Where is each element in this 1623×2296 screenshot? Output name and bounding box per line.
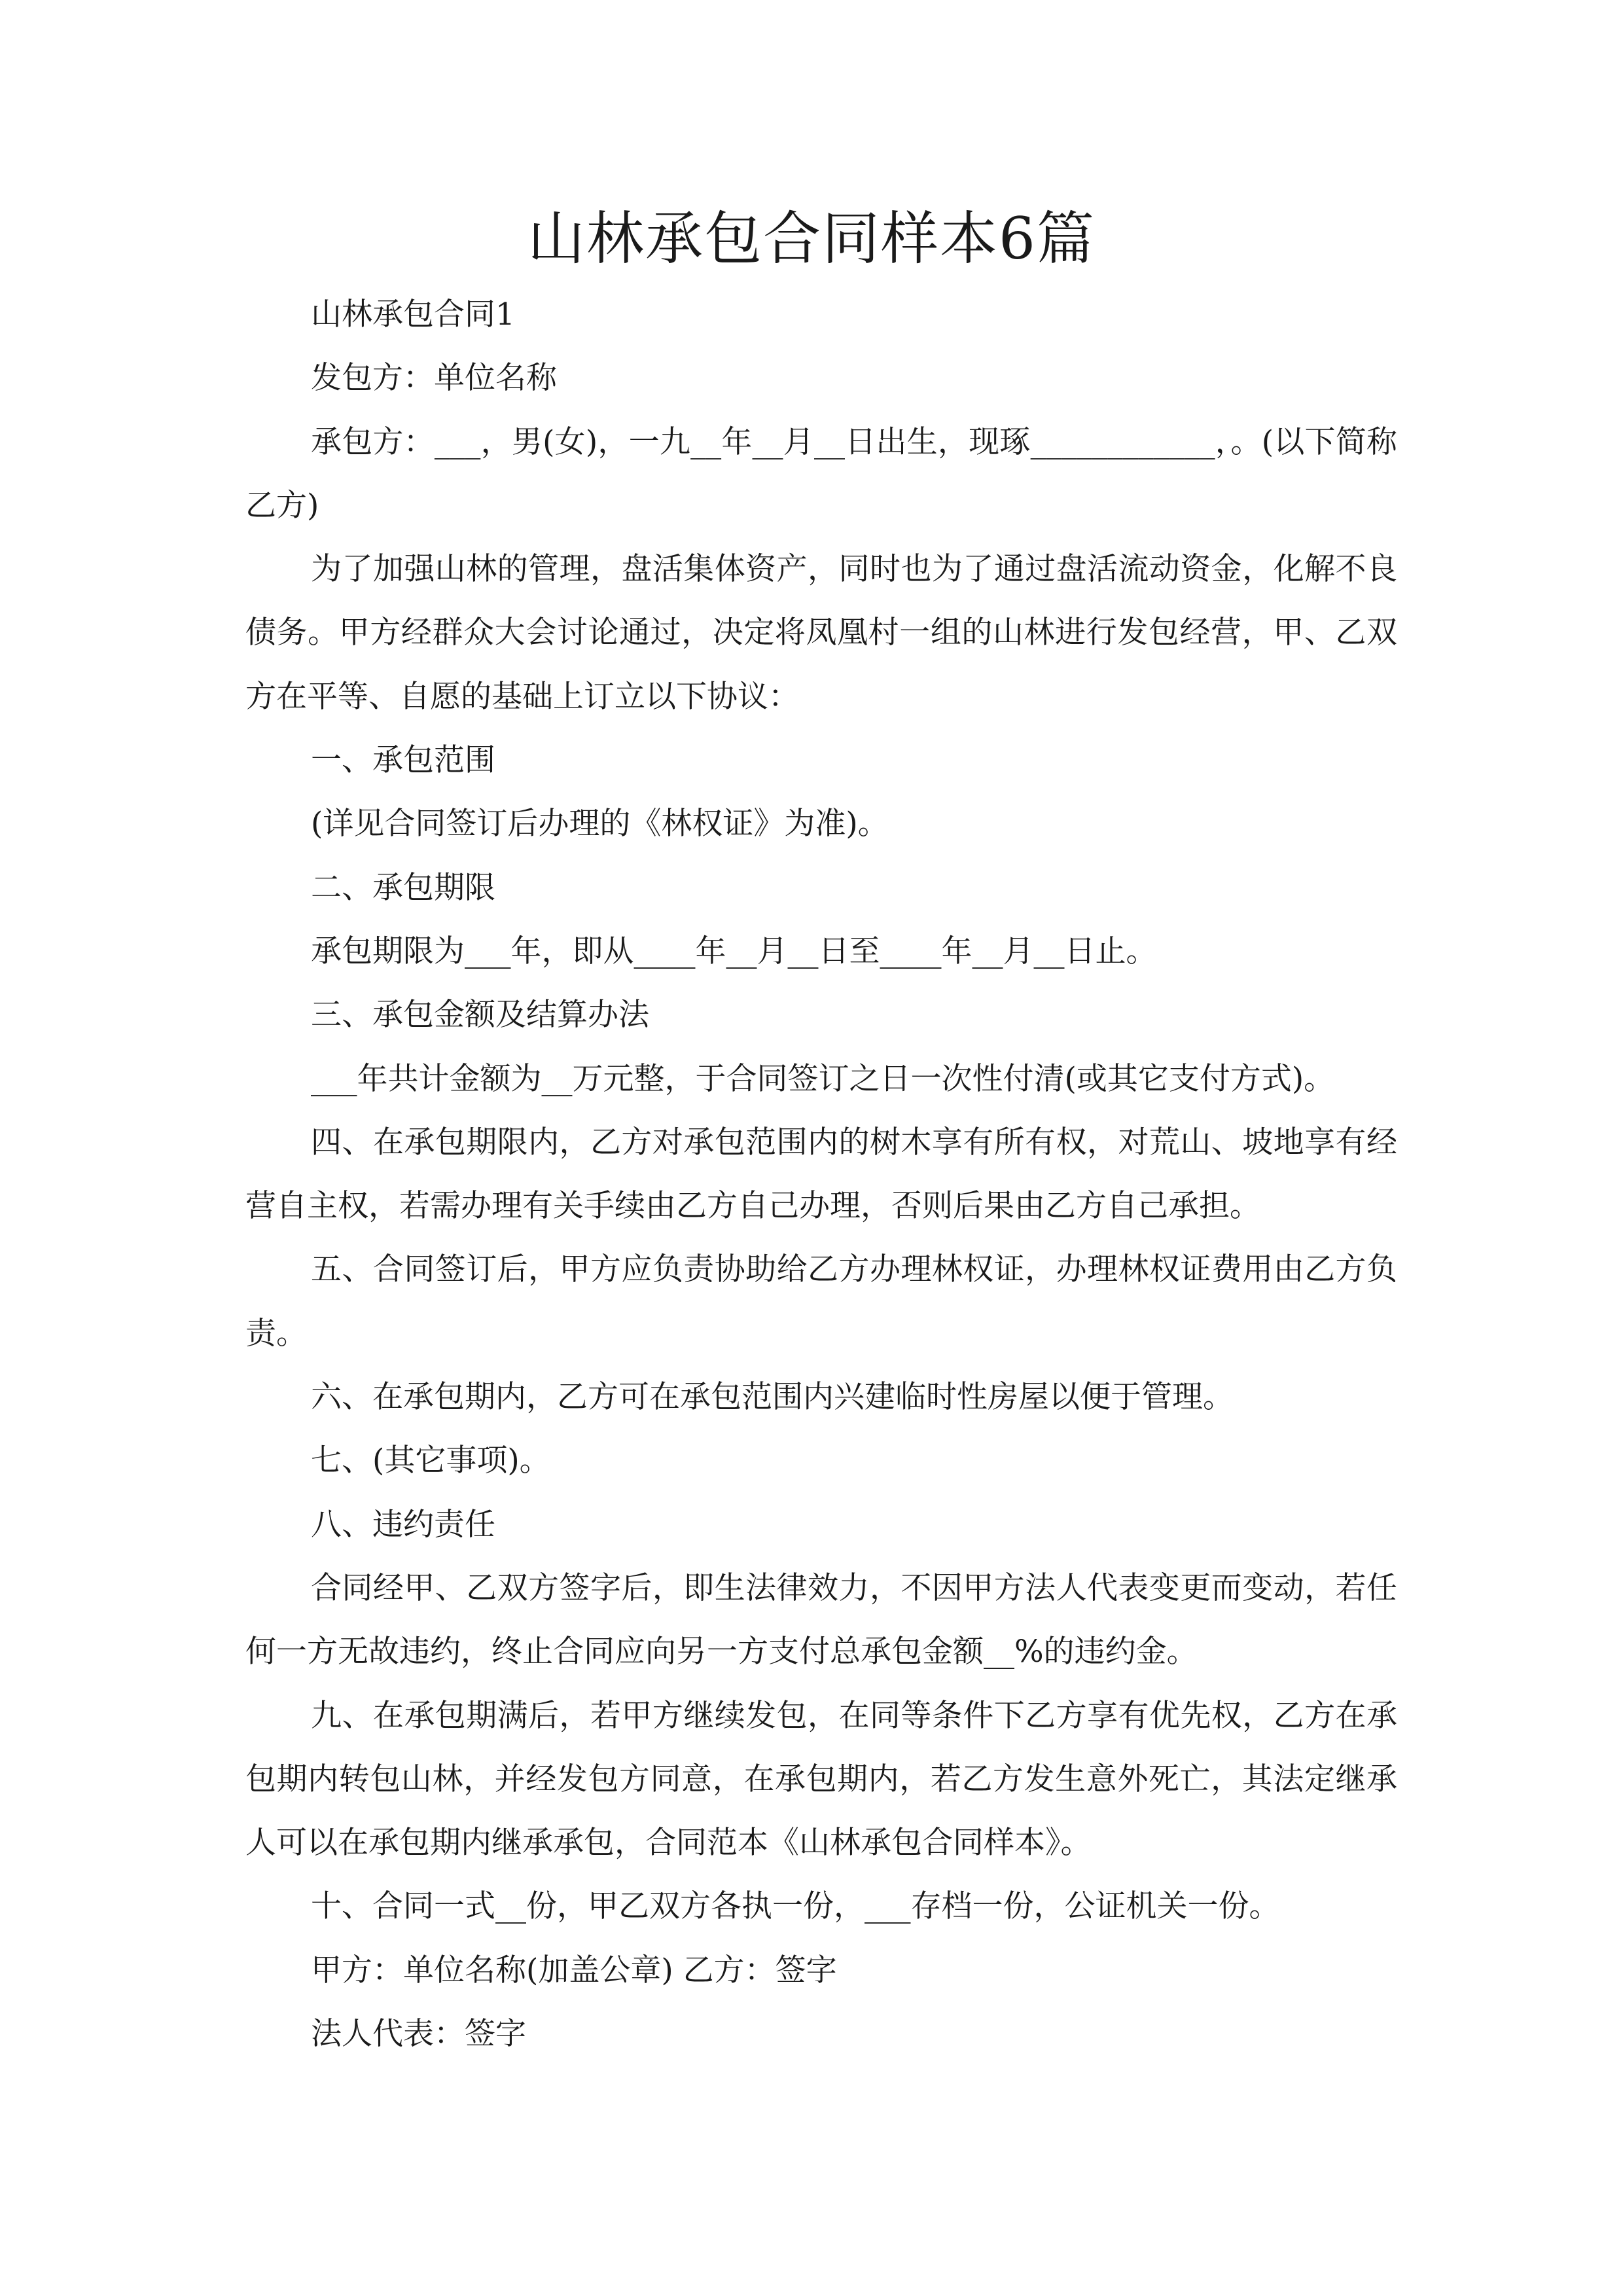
section-heading-scope: 一、承包范围 [311, 742, 495, 779]
section-heading-term: 二、承包期限 [311, 869, 495, 906]
clause-nine: 九、在承包期满后，若甲方继续发包，在同等条件下乙方享有优先权，乙方在承包期内转包山林，并经发包方同意，在承包期内，若乙方发生意外死亡，其法定继承人可以在承包期内继承承包，合同范本《山林承包合同样本》。 [245, 1697, 1397, 1861]
paragraph-term: 承包期限为___年，即从____年__月__日至____年__月__日止。 [311, 933, 1157, 969]
section-heading-breach: 八、违约责任 [311, 1506, 495, 1543]
clause-five: 五、合同签订后，甲方应负责协助给乙方办理林权证，办理林权证费用由乙方负责。 [245, 1251, 1397, 1352]
paragraph-contractor: 承包方：___，男(女)，一九__年__月__日出生，现琢____________，。(以下简称乙方) [245, 423, 1397, 524]
clause-ten: 十、合同一式__份，甲乙双方各执一份，___存档一份，公证机关一份。 [311, 1888, 1280, 1925]
section-heading-payment: 三、承包金额及结算办法 [311, 997, 649, 1033]
paragraph-payment: ___年共计金额为__万元整，于合同签订之日一次性付清(或其它支付方式)。 [311, 1060, 1335, 1097]
signature-legal-rep: 法人代表：签字 [311, 2016, 526, 2053]
signature-parties: 甲方：单位名称(加盖公章) 乙方：签字 [311, 1952, 837, 1988]
clause-four: 四、在承包期限内，乙方对承包范围内的树木享有所有权，对荒山、坡地享有经营自主权，若需办理有关手续由乙方自己办理，否则后果由乙方自己承担。 [245, 1124, 1397, 1225]
paragraph-contract-heading: 山林承包合同1 [311, 296, 515, 332]
document-title: 山林承包合同样本6篇 [527, 205, 1096, 272]
clause-six: 六、在承包期内，乙方可在承包范围内兴建临时性房屋以便于管理。 [311, 1379, 1234, 1416]
paragraph-scope: (详见合同签订后办理的《林权证》为准)。 [311, 806, 889, 842]
paragraph-issuer: 发包方：单位名称 [311, 360, 557, 397]
clause-seven: 七、(其它事项)。 [311, 1443, 550, 1479]
paragraph-breach: 合同经甲、乙双方签字后，即生法律效力，不因甲方法人代表变更而变动，若任何一方无故违约，终止合同应向另一方支付总承包金额__%的违约金。 [245, 1570, 1397, 1670]
paragraph-preamble: 为了加强山林的管理，盘活集体资产，同时也为了通过盘活流动资金，化解不良债务。甲方经群众大会讨论通过，决定将凤凰村一组的山林进行发包经营，甲、乙双方在平等、自愿的基础上订立以下协议： [245, 551, 1397, 715]
document-body [245, 283, 1397, 2066]
